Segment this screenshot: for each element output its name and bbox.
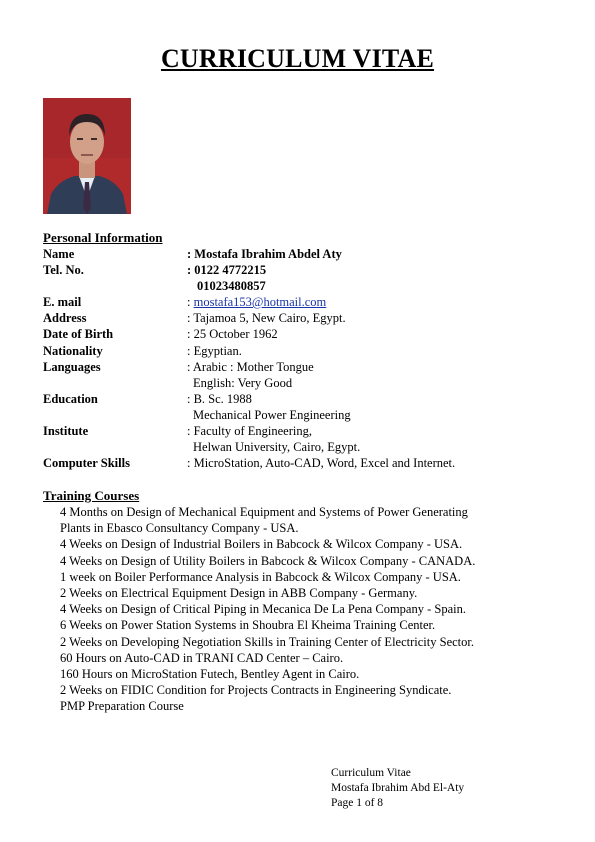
training-courses-heading: Training Courses	[43, 488, 140, 503]
course-text: 60 Hours on Auto-CAD in TRANI CAD Center – Cairo.	[60, 650, 344, 665]
course-text: 160 Hours on MicroStation Futech, Bentley Agent in Cairo.	[60, 667, 360, 682]
course-text: 2 Weeks on Electrical Equipment Design in ABB Company - Germany.	[60, 586, 418, 601]
list-item	[43, 698, 543, 714]
nationality-label: Nationality	[43, 344, 103, 358]
list-item	[43, 666, 543, 682]
tel-value-1: : 0122 4772215	[187, 263, 267, 277]
skills-label: Computer Skills	[43, 456, 130, 470]
list-item	[43, 601, 543, 617]
email-label: E. mail	[43, 295, 82, 309]
nationality-value: : Egyptian.	[187, 344, 242, 358]
email-link[interactable]: mostafa153@hotmail.com	[193, 295, 327, 309]
course-text: 1 week on Boiler Performance Analysis in Babcock & Wilcox Company - USA.	[60, 569, 461, 584]
course-text: 4 Weeks on Design of Industrial Boilers in Babcock & Wilcox Company - USA.	[60, 537, 463, 552]
course-text: 4 Weeks on Design of Utility Boilers in Babcock & Wilcox Company - CANADA.	[60, 553, 476, 568]
list-item	[43, 553, 543, 569]
address-label: Address	[43, 311, 87, 325]
list-item	[43, 682, 543, 698]
page-title: CURRICULUM VITAE	[160, 44, 435, 73]
footer-page-number: Page 1 of 8	[331, 797, 384, 809]
course-text: 2 Weeks on FIDIC Condition for Projects Contracts in Engineering Syndicate.	[60, 683, 452, 698]
list-item	[43, 585, 543, 601]
list-item	[43, 634, 543, 650]
personal-information-heading: Personal Information	[43, 230, 163, 245]
list-item	[43, 536, 543, 552]
tel-value-2: 01023480857	[197, 279, 266, 293]
training-course-list	[43, 504, 543, 715]
course-text: 4 Months on Design of Mechanical Equipment and Systems of Power Generating	[60, 505, 468, 519]
course-text: PMP Preparation Course	[60, 699, 184, 714]
name-value: : Mostafa Ibrahim Abdel Aty	[187, 247, 342, 261]
institute-label: Institute	[43, 424, 89, 438]
list-item	[43, 617, 543, 633]
footer-doc-title: Curriculum Vitae	[331, 767, 411, 779]
education-value-2: Mechanical Power Engineering	[193, 408, 351, 422]
list-item	[43, 504, 543, 536]
languages-value-2: English: Very Good	[193, 376, 293, 390]
institute-value-1: : Faculty of Engineering,	[187, 424, 312, 438]
course-text-continuation: Plants in Ebasco Consultancy Company - USA.	[60, 521, 299, 536]
dob-value: : 25 October 1962	[187, 327, 278, 341]
institute-value-2: Helwan University, Cairo, Egypt.	[193, 440, 361, 454]
skills-value: : MicroStation, Auto-CAD, Word, Excel and Internet.	[187, 456, 456, 470]
email-colon: :	[187, 295, 194, 309]
list-item	[43, 569, 543, 585]
tel-label: Tel. No.	[43, 263, 84, 277]
education-label: Education	[43, 392, 98, 406]
portrait-icon	[43, 98, 131, 214]
dob-label: Date of Birth	[43, 327, 114, 341]
address-value: : Tajamoa 5, New Cairo, Egypt.	[187, 311, 346, 325]
page-footer	[331, 766, 464, 811]
course-text: 4 Weeks on Design of Critical Piping in Mecanica De La Pena Company - Spain.	[60, 602, 466, 617]
footer-author: Mostafa Ibrahim Abd El-Aty	[331, 782, 465, 794]
portrait-photo	[43, 98, 131, 214]
languages-label: Languages	[43, 360, 101, 374]
course-text: 2 Weeks on Developing Negotiation Skills in Training Center of Electricity Sector.	[60, 634, 474, 649]
list-item	[43, 650, 543, 666]
email-value-wrapper	[187, 294, 326, 310]
name-label: Name	[43, 247, 75, 261]
education-value-1: : B. Sc. 1988	[187, 392, 252, 406]
languages-value-1: : Arabic : Mother Tongue	[187, 360, 314, 374]
course-text: 6 Weeks on Power Station Systems in Shoubra El Kheima Training Center.	[60, 618, 436, 633]
